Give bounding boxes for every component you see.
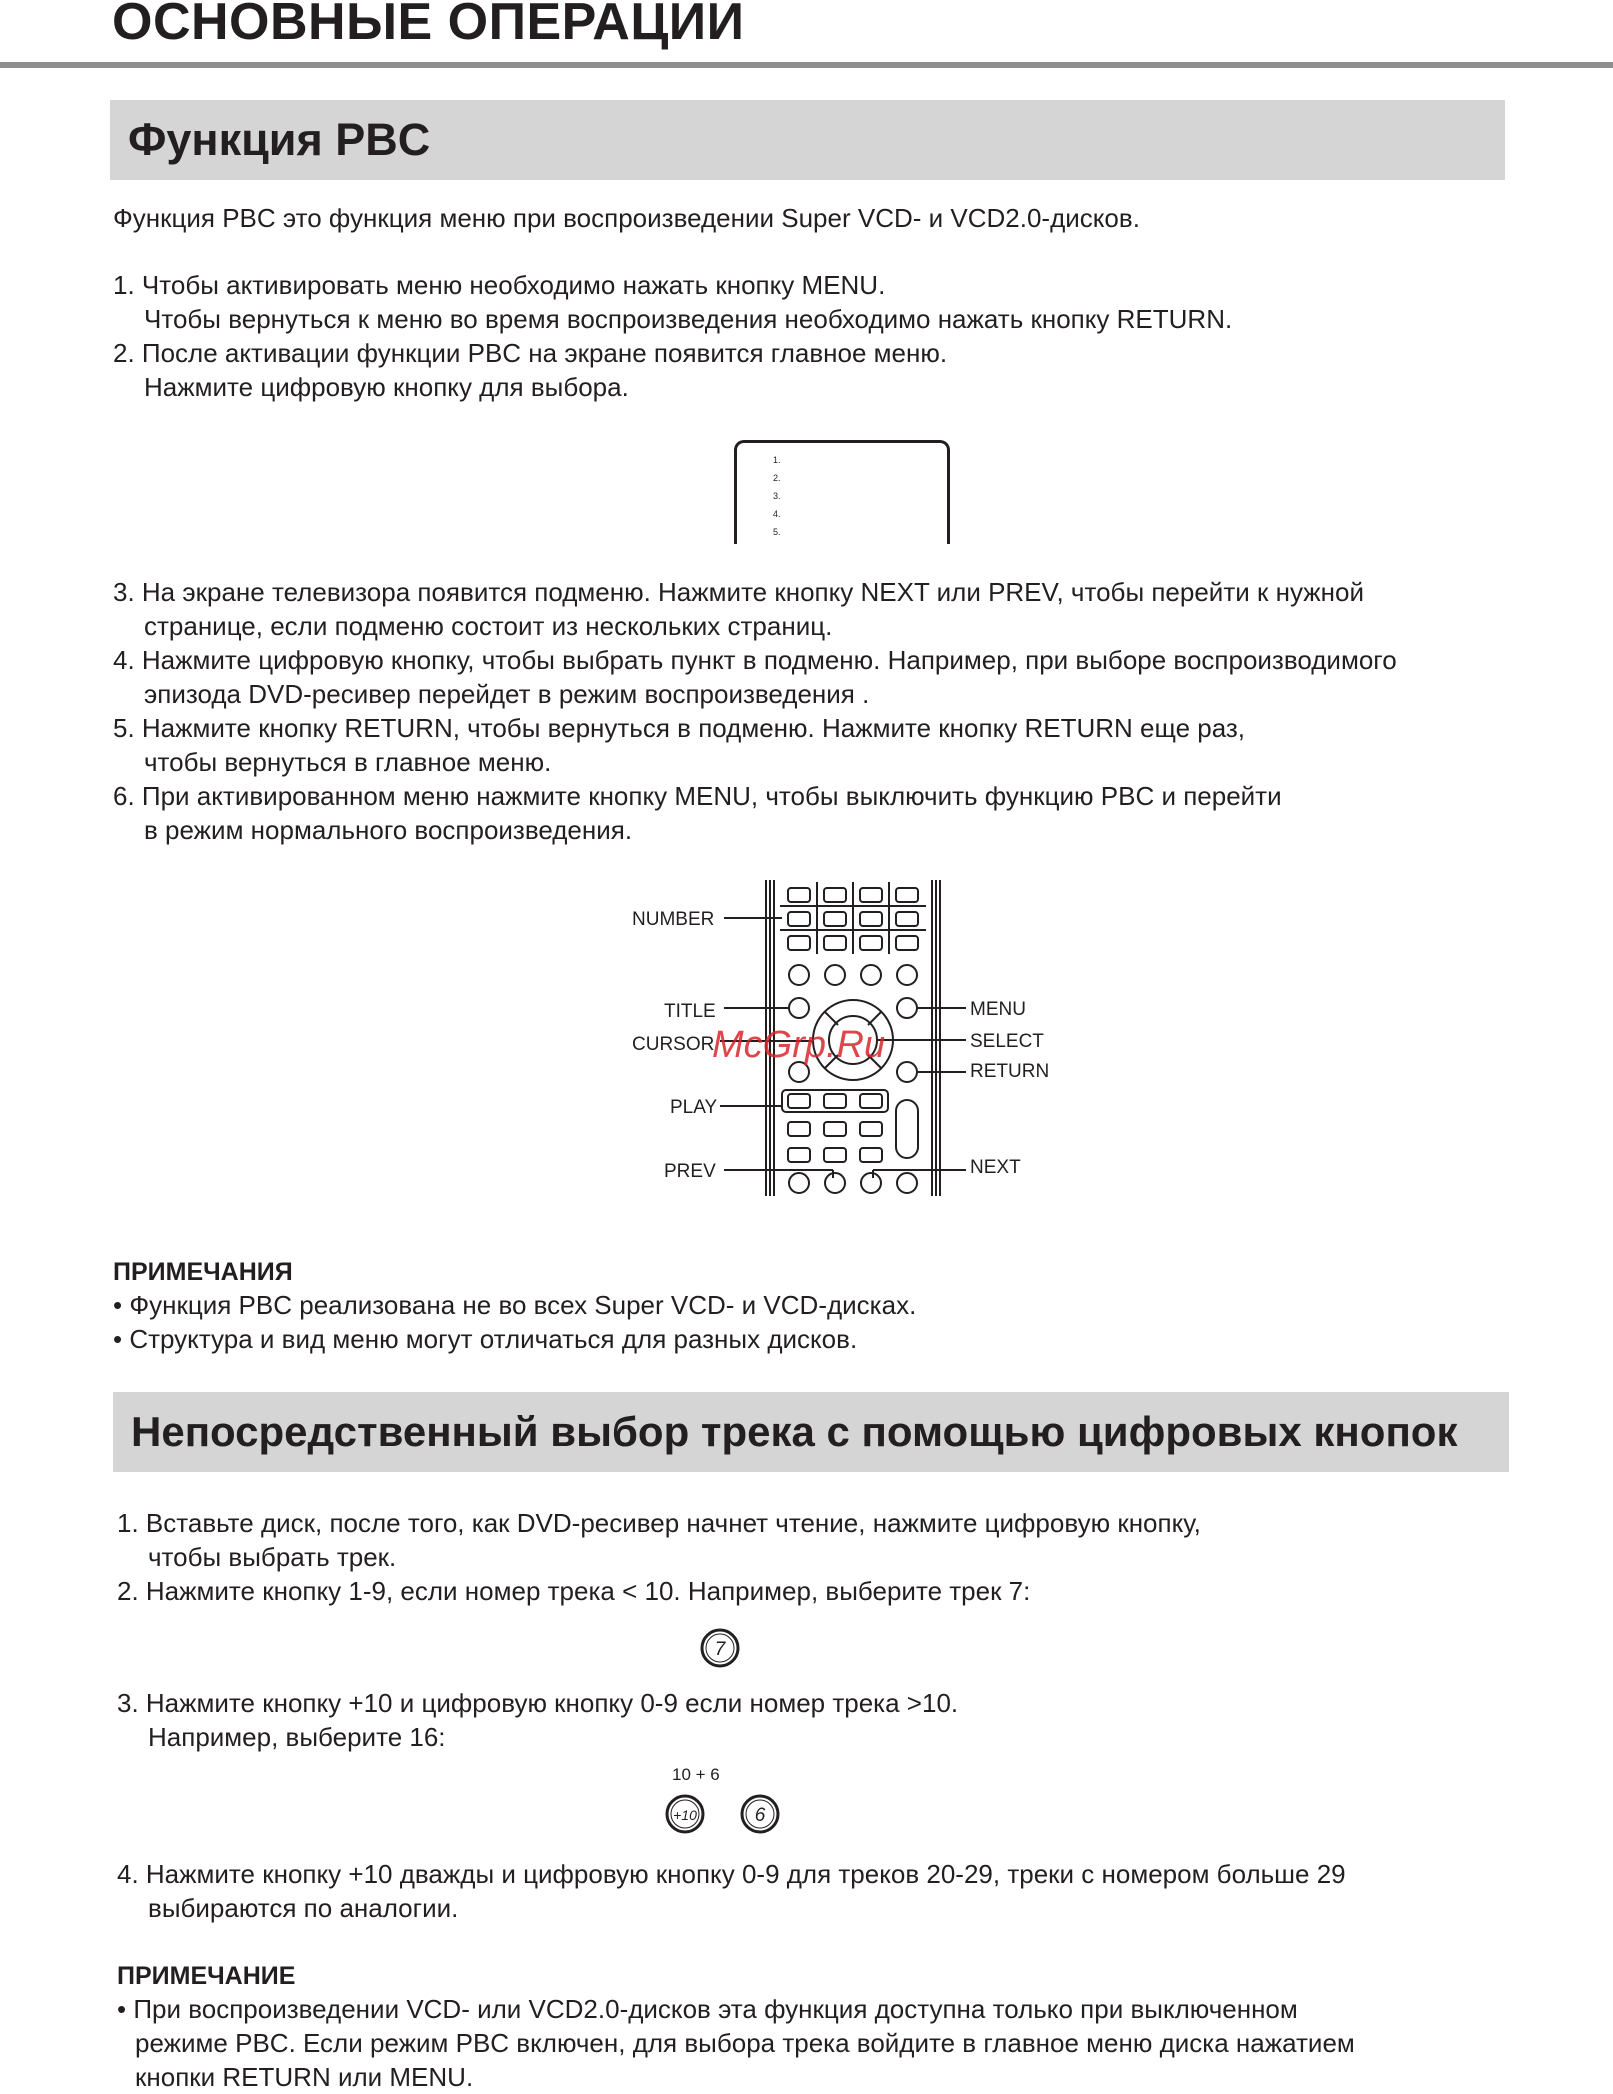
label-prev: PREV bbox=[664, 1161, 716, 1182]
label-select: SELECT bbox=[970, 1031, 1044, 1052]
direct-step-4-block bbox=[117, 1857, 1346, 1925]
direct-step-3: 3. Нажмите кнопку +10 и цифровую кнопку 0-9 если номер трека >10. bbox=[117, 1688, 959, 1718]
button-7-illustration bbox=[700, 1628, 740, 1668]
pbc-step-1-cont: Чтобы вернуться к меню во время воспроизведения необходимо нажать кнопку RETURN. bbox=[144, 304, 1233, 334]
pbc-step-1: 1. Чтобы активировать меню необходимо нажать кнопку MENU. bbox=[113, 270, 886, 300]
title-button bbox=[789, 998, 809, 1018]
direct-step-4: 4. Нажмите кнопку +10 дважды и цифровую кнопку 0-9 для треков 20-29, треки с номером больше 29 bbox=[117, 1859, 1346, 1889]
pbc-step-6-cont: в режим нормального воспроизведения. bbox=[144, 815, 633, 845]
pbc-step-2-cont: Нажмите цифровую кнопку для выбора. bbox=[144, 372, 629, 402]
page-title: ОСНОВНЫЕ ОПЕРАЦИИ bbox=[112, 0, 745, 51]
direct-note-line: кнопки RETURN или MENU. bbox=[135, 2062, 474, 2092]
remote-control-diagram bbox=[620, 880, 1060, 1200]
direct-step-3-cont: Например, выберите 16: bbox=[148, 1722, 446, 1752]
pbc-notes bbox=[113, 1288, 916, 1356]
tv-menu-item: 5. bbox=[773, 527, 781, 537]
direct-step-3-block bbox=[117, 1686, 958, 1754]
pbc-note-item: • Функция PBC реализована не во всех Super VCD- и VCD-дисках. bbox=[113, 1290, 917, 1320]
pbc-notes-heading: ПРИМЕЧАНИЯ bbox=[113, 1258, 293, 1286]
pbc-step-3: 3. На экране телевизора появится подменю. Нажмите кнопку NEXT или PREV, чтобы перейти к нужной bbox=[113, 577, 1364, 607]
button-plus10-label: +10 bbox=[673, 1807, 697, 1823]
button-7-label: 7 bbox=[714, 1639, 726, 1660]
watermark: McGrp.Ru bbox=[712, 1024, 886, 1066]
direct-section-header bbox=[113, 1392, 1509, 1472]
tv-main-menu-list bbox=[737, 443, 947, 541]
pbc-steps-3-6 bbox=[113, 575, 1397, 847]
pbc-note-item: • Структура и вид меню могут отличаться для разных дисков. bbox=[113, 1324, 858, 1354]
tv-menu-item: 2. bbox=[773, 473, 781, 483]
return-button bbox=[897, 1062, 917, 1082]
label-number: NUMBER bbox=[632, 909, 715, 930]
direct-note-line: • При воспроизведении VCD- или VCD2.0-дисков эта функция доступна только при выключенном bbox=[117, 1994, 1298, 2024]
direct-step-1: 1. Вставьте диск, после того, как DVD-ресивер начнет чтение, нажмите цифровую кнопку, bbox=[117, 1508, 1201, 1538]
direct-note bbox=[117, 1992, 1355, 2094]
button-combo-illustration bbox=[660, 1762, 790, 1834]
label-title: TITLE bbox=[664, 1001, 716, 1022]
combo-caption: 10 + 6 bbox=[672, 1765, 720, 1784]
pbc-step-2: 2. После активации функции PBC на экране появится главное меню. bbox=[113, 338, 948, 368]
next-button bbox=[861, 1173, 881, 1193]
pbc-step-5-cont: чтобы вернуться в главное меню. bbox=[144, 747, 552, 777]
tv-screen-illustration bbox=[734, 440, 950, 544]
pbc-steps-1-2 bbox=[113, 268, 1232, 404]
tv-menu-item: 3. bbox=[773, 491, 781, 501]
direct-note-line: режиме PBC. Если режим PBC включен, для выбора трека войдите в главное меню диска нажатием bbox=[135, 2028, 1355, 2058]
number-buttons bbox=[780, 882, 926, 954]
prev-button bbox=[825, 1173, 845, 1193]
tv-menu-item: 4. bbox=[773, 509, 781, 519]
label-cursor: CURSOR bbox=[632, 1034, 715, 1055]
title-rule bbox=[0, 62, 1613, 68]
direct-note-heading: ПРИМЕЧАНИЕ bbox=[117, 1962, 296, 1990]
button-6-label: 6 bbox=[754, 1805, 766, 1826]
direct-step-1-cont: чтобы выбрать трек. bbox=[148, 1542, 397, 1572]
direct-steps-1-2 bbox=[117, 1506, 1201, 1608]
pbc-section-header bbox=[110, 100, 1505, 180]
direct-heading: Непосредственный выбор трека с помощью цифровых кнопок bbox=[131, 1408, 1458, 1455]
label-play: PLAY bbox=[670, 1097, 718, 1118]
pbc-step-3-cont: странице, если подменю состоит из нескольких страниц. bbox=[144, 611, 833, 641]
pbc-step-4-cont: эпизода DVD-ресивер перейдет в режим воспроизведения . bbox=[144, 679, 870, 709]
pbc-step-6: 6. При активированном меню нажмите кнопку MENU, чтобы выключить функцию PBC и перейти bbox=[113, 781, 1282, 811]
pbc-step-5: 5. Нажмите кнопку RETURN, чтобы вернуться в подменю. Нажмите кнопку RETURN еще раз, bbox=[113, 713, 1246, 743]
direct-step-2: 2. Нажмите кнопку 1-9, если номер трека < 10. Например, выберите трек 7: bbox=[117, 1576, 1031, 1606]
menu-button bbox=[897, 998, 917, 1018]
label-next: NEXT bbox=[970, 1157, 1021, 1178]
tv-menu-item: 1. bbox=[773, 455, 781, 465]
pbc-intro: Функция PBC это функция меню при воспроизведении Super VCD- и VCD2.0-дисков. bbox=[113, 203, 1140, 233]
label-return: RETURN bbox=[970, 1061, 1050, 1082]
label-menu: MENU bbox=[970, 999, 1026, 1020]
direct-step-4-cont: выбираются по аналогии. bbox=[148, 1893, 459, 1923]
pbc-heading: Функция PBC bbox=[128, 114, 431, 165]
pbc-step-4: 4. Нажмите цифровую кнопку, чтобы выбрать пункт в подменю. Например, при выборе воспроизводимого bbox=[113, 645, 1397, 675]
